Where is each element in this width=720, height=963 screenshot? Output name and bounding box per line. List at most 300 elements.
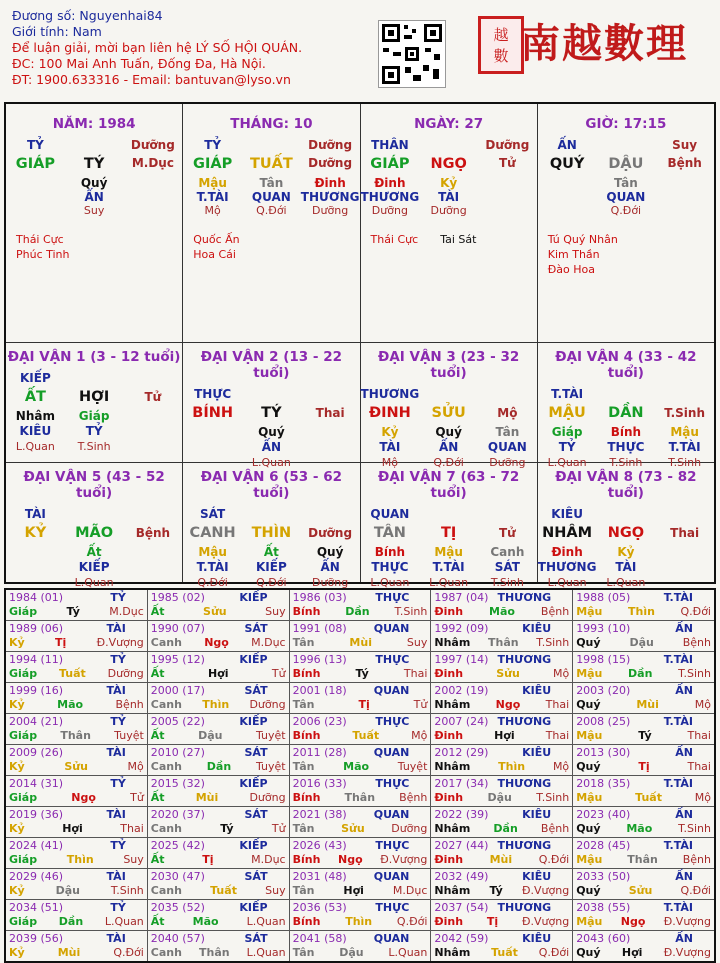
year-branch: Thân <box>199 946 230 959</box>
year-stage: Tử <box>271 822 286 835</box>
year-god: THƯƠNG <box>497 653 552 666</box>
year-branch: Tý <box>489 884 503 897</box>
dai-van-stem: NHÂM <box>542 525 593 541</box>
year-branch: Tuất <box>491 946 518 959</box>
year-cell <box>148 807 290 837</box>
year-cell <box>290 714 432 744</box>
year-cell <box>290 683 432 713</box>
hidden-stage: L.Quan <box>547 576 587 589</box>
year-stage: Tuyệt <box>114 729 144 742</box>
year-cell <box>573 683 714 713</box>
dai-van-stage: Tử <box>499 526 516 540</box>
dai-van-branch: HỢI <box>79 389 110 405</box>
year-stem: Bính <box>292 791 321 804</box>
year-cell <box>573 869 714 899</box>
year-label: 1993 (10) <box>576 622 631 635</box>
year-branch: Sửu <box>64 760 88 773</box>
pillar-title: NĂM: 1984 <box>52 116 136 132</box>
dai-van-stem: TÂN <box>373 525 406 541</box>
year-god: ẤN <box>675 932 693 945</box>
year-stage: Q.Đới <box>680 884 711 897</box>
year-branch: Mùi <box>489 853 513 866</box>
year-god: TỶ <box>110 839 126 852</box>
year-branch: Thân <box>627 853 658 866</box>
year-god: T.TÀI <box>663 591 693 604</box>
year-stem: Kỷ <box>9 698 25 711</box>
year-god: QUAN <box>373 746 410 759</box>
dai-van-branch: TÝ <box>261 405 282 421</box>
hidden-stage: L.Quan <box>429 576 469 589</box>
year-label: 2033 (50) <box>576 870 631 883</box>
year-god: SÁT <box>244 870 268 883</box>
year-stage: L.Quan <box>246 915 286 928</box>
year-cell <box>6 931 148 961</box>
year-stage: Mộ <box>552 667 570 680</box>
year-row <box>6 745 714 776</box>
hidden-stage: L.Quan <box>15 440 55 453</box>
hidden-stage: T.Sinh <box>668 456 702 469</box>
pillar-stage: Dưỡng <box>130 138 175 152</box>
hidden-stem: Canh <box>490 545 525 559</box>
year-stage: Q.Đới <box>538 946 570 959</box>
hidden-god: TỶ <box>558 440 576 454</box>
year-label: 2035 (52) <box>150 901 205 914</box>
year-stage: L.Quan <box>246 946 286 959</box>
hidden-stem: Đinh <box>551 545 583 559</box>
year-branch: Dậu <box>198 729 223 742</box>
year-god: QUAN <box>373 870 410 883</box>
pillar-god: ẤN <box>557 138 577 152</box>
year-cell <box>6 807 148 837</box>
year-branch: Tuất <box>58 667 86 680</box>
year-label: 2037 (54) <box>434 901 489 914</box>
year-stem: Tân <box>292 698 315 711</box>
year-cell <box>573 900 714 930</box>
pillar-stage: Dưỡng <box>485 138 530 152</box>
year-stem: Đinh <box>434 605 464 618</box>
year-stem: Mậu <box>576 791 603 804</box>
hidden-stage: Dưỡng <box>430 204 467 217</box>
year-stage: Bệnh <box>115 698 144 711</box>
year-label: 2013 (30) <box>576 746 631 759</box>
year-cell <box>6 652 148 682</box>
hidden-stem: Quý <box>258 425 285 439</box>
pillar-branch-stage: Tử <box>499 156 516 170</box>
year-god: THỰC <box>375 777 410 790</box>
dai-van-stem: MẬU <box>548 405 586 421</box>
dai-van-stage: Thai <box>670 526 700 540</box>
hidden-stage: Dưỡng <box>312 576 349 589</box>
dai-van-stem: BÍNH <box>192 405 233 421</box>
year-stem: Kỷ <box>9 946 25 959</box>
year-branch: Tị <box>486 915 499 928</box>
year-label: 1991 (08) <box>292 622 347 635</box>
year-branch: Mão <box>57 698 84 711</box>
year-label: 1999 (16) <box>9 684 64 697</box>
year-row <box>6 807 714 838</box>
year-god: ẤN <box>675 746 693 759</box>
year-stage: Dưỡng <box>249 698 286 711</box>
year-god: THƯƠNG <box>497 777 552 790</box>
special-stars: Quốc Ấn Hoa Cái <box>193 233 240 261</box>
year-stem: Nhâm <box>434 884 471 897</box>
hidden-god: QUAN <box>606 190 646 204</box>
year-stage: Bệnh <box>399 791 428 804</box>
year-label: 2018 (35) <box>576 777 631 790</box>
year-god: T.TÀI <box>663 901 693 914</box>
pillar-god: TỶ <box>204 138 222 152</box>
year-stem: Tân <box>292 884 315 897</box>
year-branch: Dần <box>345 605 370 618</box>
pillar-branch-stage: M.Dục <box>131 156 174 170</box>
year-branch: Thìn <box>627 605 655 618</box>
special-stars: Tú Quý Nhân Kim Thần Đào Hoa <box>547 233 618 276</box>
year-branch: Dần <box>628 667 653 680</box>
year-god: TÀI <box>106 622 126 635</box>
year-cell <box>573 652 714 682</box>
year-stage: Q.Đới <box>538 853 570 866</box>
year-label: 2024 (41) <box>9 839 64 852</box>
pillar-stage: Dưỡng <box>308 138 353 152</box>
year-branch: Hợi <box>621 946 643 959</box>
year-branch: Tý <box>355 667 369 680</box>
hidden-stem: Quý <box>316 545 344 559</box>
year-cell <box>431 900 573 930</box>
hidden-stem: Nhâm <box>15 409 55 423</box>
hidden-stem: Mậu <box>434 545 463 559</box>
dai-van-7 <box>361 463 538 589</box>
year-label: 2012 (29) <box>434 746 489 759</box>
year-label: 2039 (56) <box>9 932 64 945</box>
year-stage: L.Quan <box>104 915 144 928</box>
year-stage: Thai <box>687 760 711 773</box>
year-god: ẤN <box>675 870 693 883</box>
year-stage: Tuyệt <box>397 760 428 773</box>
dai-van-stem: ẤT <box>24 389 46 405</box>
year-god: QUAN <box>373 932 410 945</box>
pillar-branch: DẬU <box>608 156 644 172</box>
year-stage: Q.Đới <box>396 915 428 928</box>
year-label: 2042 (59) <box>434 932 489 945</box>
year-label: 2000 (17) <box>150 684 205 697</box>
hidden-stage: Dưỡng <box>312 204 349 217</box>
year-cell <box>573 621 714 651</box>
hidden-god: THƯƠNG <box>537 560 597 574</box>
dai-van-god: THƯƠNG <box>360 387 420 401</box>
year-god: T.TÀI <box>663 777 693 790</box>
year-god: KIÊU <box>522 746 552 759</box>
year-stem: Canh <box>150 884 182 897</box>
year-stem: Canh <box>150 636 182 649</box>
dai-van-stage: Mộ <box>497 406 518 420</box>
year-cell <box>573 931 714 961</box>
year-stem: Bính <box>292 853 321 866</box>
year-stem: Canh <box>150 946 182 959</box>
dai-van-row-2 <box>6 463 714 589</box>
dai-van-stem: CANH <box>189 525 236 541</box>
pillar-stem: QUÝ <box>549 156 585 172</box>
year-stem: Ất <box>150 667 165 680</box>
year-cell <box>431 714 573 744</box>
year-god: TỶ <box>110 901 126 914</box>
pillar-branch: TUẤT <box>249 156 293 172</box>
year-god: QUAN <box>373 684 410 697</box>
pillar-branch-stage: Bệnh <box>667 156 702 170</box>
year-stage: Tử <box>130 791 144 804</box>
year-label: 1995 (12) <box>150 653 205 666</box>
year-god: SÁT <box>244 746 268 759</box>
hidden-stem: Kỷ <box>440 176 458 190</box>
year-stage: Đ.Vượng <box>663 946 711 959</box>
phone-email-line: ĐT: 1900.633316 - Email: bantuvan@lyso.vn <box>12 72 291 87</box>
year-cell <box>148 745 290 775</box>
hidden-god: TÀI <box>615 560 637 574</box>
hidden-stage: T.Sinh <box>490 576 524 589</box>
year-stage: Đ.Vượng <box>96 636 144 649</box>
year-stem: Tân <box>292 822 315 835</box>
year-stage: M.Dục <box>251 636 286 649</box>
year-branch: Thân <box>60 729 91 742</box>
hidden-stem: Mậu <box>198 176 227 190</box>
year-row <box>6 621 714 652</box>
year-stage: Q.Đới <box>680 605 711 618</box>
dai-van-stage: Thai <box>315 406 345 420</box>
year-label: 2023 (40) <box>576 808 631 821</box>
year-row <box>6 776 714 807</box>
year-god: KIÊU <box>522 932 552 945</box>
year-branch: Sửu <box>628 884 653 897</box>
year-stage: Suy <box>265 884 286 897</box>
year-god: KIẾP <box>239 901 268 914</box>
year-stem: Giáp <box>9 729 38 742</box>
year-stem: Bính <box>292 915 321 928</box>
year-stage: Thai <box>687 729 711 742</box>
hidden-god: THỰC <box>371 560 409 574</box>
hidden-god: T.TÀI <box>668 440 701 454</box>
hidden-stem: Ất <box>86 545 102 559</box>
dai-van-8 <box>537 463 714 589</box>
year-cell <box>573 838 714 868</box>
hidden-stem: Tân <box>613 176 638 190</box>
hidden-god: TÀI <box>379 440 401 454</box>
dai-van-title: ĐẠI VẬN 5 (43 - 52 tuổi) <box>23 469 165 501</box>
year-branch: Tị <box>358 698 370 711</box>
year-branch: Sửu <box>203 605 227 618</box>
year-stem: Nhâm <box>434 698 471 711</box>
year-god: ẤN <box>675 684 693 697</box>
hidden-stage: Q.Đới <box>256 204 287 217</box>
year-god: TỶ <box>110 715 126 728</box>
year-branch: Dần <box>493 822 518 835</box>
year-stem: Canh <box>150 760 182 773</box>
year-stem: Ất <box>150 853 165 866</box>
dai-van-5 <box>6 463 183 589</box>
year-label: 2041 (58) <box>292 932 347 945</box>
year-stem: Tân <box>292 760 315 773</box>
year-label: 1989 (06) <box>9 622 64 635</box>
year-stage: Đ.Vượng <box>380 853 428 866</box>
dai-van-branch: DẦN <box>608 405 644 421</box>
year-stage: M.Dục <box>392 884 428 897</box>
dai-van-stem: ĐINH <box>368 405 411 421</box>
hidden-stage: L.Quan <box>74 576 114 589</box>
four-pillars <box>6 104 714 343</box>
hidden-stem: Giáp <box>78 409 110 423</box>
dai-van-6 <box>183 463 360 589</box>
year-cell <box>573 590 714 620</box>
year-god: T.TÀI <box>663 653 693 666</box>
year-god: THƯƠNG <box>497 901 552 914</box>
year-branch: Hợi <box>494 729 515 742</box>
year-cell <box>573 745 714 775</box>
address-line: ĐC: 100 Mai Anh Tuấn, Đống Đa, Hà Nội. <box>12 56 266 71</box>
year-label: 2020 (37) <box>150 808 205 821</box>
year-branch: Tý <box>638 729 652 742</box>
year-label: 1996 (13) <box>292 653 347 666</box>
year-stage: Dưỡng <box>249 791 286 804</box>
year-stem: Kỷ <box>9 760 25 773</box>
year-stage: Suy <box>123 853 144 866</box>
year-stem: Mậu <box>576 915 603 928</box>
hidden-stage: Dưỡng <box>371 204 408 217</box>
year-stage: Mộ <box>694 698 711 711</box>
year-stem: Quý <box>576 822 601 835</box>
hidden-stem: Tân <box>495 425 520 439</box>
year-cell <box>148 652 290 682</box>
special-stars: Thái Cực Tai Sát <box>370 233 477 246</box>
year-label: 1984 (01) <box>9 591 64 604</box>
year-cell <box>431 869 573 899</box>
annual-luck-table <box>4 588 716 963</box>
hidden-stage: Q.Đới <box>610 204 642 217</box>
year-branch: Mão <box>626 822 653 835</box>
hidden-god: KIÊU <box>19 424 52 438</box>
year-stage: T.Sinh <box>536 636 570 649</box>
year-branch: Tuất <box>210 884 237 897</box>
dai-van-title: ĐẠI VẬN 2 (13 - 22 tuổi) <box>200 349 342 381</box>
year-stem: Đinh <box>434 853 464 866</box>
year-stage: Đ.Vượng <box>521 884 570 897</box>
year-stem: Ất <box>150 729 165 742</box>
year-stage: Đ.Vượng <box>663 915 711 928</box>
year-label: 2026 (43) <box>292 839 347 852</box>
year-branch: Thìn <box>498 760 526 773</box>
hidden-stem: Tân <box>259 176 284 190</box>
year-god: KIÊU <box>522 870 552 883</box>
year-god: TÀI <box>106 808 126 821</box>
year-god: THỰC <box>375 901 410 914</box>
hidden-stem: Bính <box>610 425 642 439</box>
year-cell <box>290 621 432 651</box>
dai-van-stage: Dưỡng <box>308 526 353 540</box>
year-cell <box>148 714 290 744</box>
year-cell <box>573 807 714 837</box>
year-row <box>6 869 714 900</box>
year-stage: Tuyệt <box>255 760 286 773</box>
year-god: SÁT <box>244 808 268 821</box>
hidden-stage: Suy <box>83 204 105 217</box>
year-row <box>6 590 714 621</box>
seal-stamp-icon: 越 數 <box>478 16 524 74</box>
year-god: THƯƠNG <box>497 715 552 728</box>
year-stage: Thai <box>545 729 570 742</box>
year-stem: Giáp <box>9 667 38 680</box>
year-god: T.TÀI <box>663 715 693 728</box>
year-stem: Nhâm <box>434 822 471 835</box>
hidden-stage: Mộ <box>204 204 221 217</box>
hidden-stage: L.Quan <box>547 456 587 469</box>
pillar-month <box>183 104 360 342</box>
year-branch: Thìn <box>202 698 230 711</box>
hidden-god: TỶ <box>85 424 103 438</box>
year-branch: Dậu <box>487 791 512 804</box>
year-stage: Đ.Vượng <box>521 915 570 928</box>
year-cell <box>431 838 573 868</box>
hidden-god: KIẾP <box>78 560 110 574</box>
year-cell <box>290 900 432 930</box>
year-god: TỶ <box>110 653 126 666</box>
pillar-god: THÂN <box>371 138 409 152</box>
year-stage: T.Sinh <box>536 791 570 804</box>
contact-line: Để luận giải, mời bạn liên hệ LÝ SỐ HỘI QUÁN. <box>12 40 303 55</box>
dai-van-branch: MÃO <box>75 525 114 541</box>
pillar-branch: NGỌ <box>430 156 467 172</box>
hidden-stage: Mộ <box>381 456 398 469</box>
dai-van-god: QUAN <box>370 507 410 521</box>
year-stem: Nhâm <box>434 760 471 773</box>
year-cell <box>148 931 290 961</box>
year-god: KIẾP <box>239 839 268 852</box>
year-branch: Thân <box>488 636 519 649</box>
year-cell <box>431 807 573 837</box>
year-label: 2016 (33) <box>292 777 347 790</box>
hidden-stage: T.Sinh <box>77 440 111 453</box>
year-branch: Ngọ <box>337 853 363 866</box>
year-label: 2004 (21) <box>9 715 64 728</box>
year-stem: Nhâm <box>434 636 471 649</box>
year-stage: Dưỡng <box>107 667 144 680</box>
year-stem: Bính <box>292 605 321 618</box>
year-row <box>6 652 714 683</box>
year-label: 2027 (44) <box>434 839 489 852</box>
dai-van-title: ĐẠI VẬN 3 (23 - 32 tuổi) <box>378 349 520 381</box>
year-branch: Dần <box>206 760 232 773</box>
year-stem: Ất <box>150 791 165 804</box>
chart-grid <box>4 102 716 589</box>
year-branch: Mùi <box>636 698 659 711</box>
year-label: 2014 (31) <box>9 777 64 790</box>
dai-van-3 <box>360 343 538 469</box>
year-label: 2031 (48) <box>292 870 347 883</box>
year-label: 2040 (57) <box>150 932 205 945</box>
year-stage: Suy <box>406 636 428 649</box>
year-god: KIẾP <box>239 715 268 728</box>
hidden-stem: Giáp <box>551 425 583 439</box>
dai-van-title: ĐẠI VẬN 6 (53 - 62 tuổi) <box>200 469 342 501</box>
hidden-stage: L.Quan <box>606 576 646 589</box>
year-cell <box>6 776 148 806</box>
year-stem: Quý <box>576 698 601 711</box>
year-stage: T.Sinh <box>678 822 711 835</box>
year-stem: Kỷ <box>9 884 25 897</box>
year-label: 2019 (36) <box>9 808 64 821</box>
year-branch: Dần <box>58 915 84 928</box>
year-stage: Thai <box>120 822 144 835</box>
brand-logo: 南越數理 <box>520 20 688 67</box>
hidden-god: QUAN <box>487 440 527 454</box>
hidden-stem: Bính <box>374 545 406 559</box>
year-god: ẤN <box>675 808 693 821</box>
